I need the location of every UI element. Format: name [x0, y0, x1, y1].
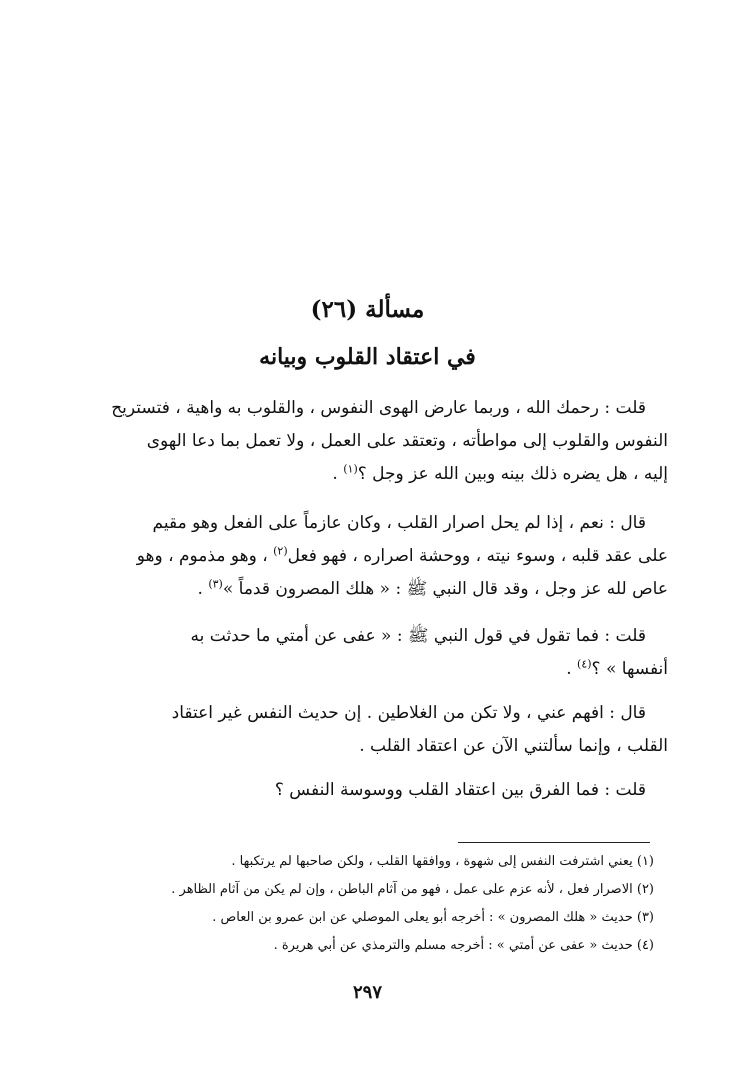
footnote-2: (٢) الاصرار فعل ، لأنه عزم على عمل ، فهو من آثام الباطن ، وإن لم يكن من آثام الظاهر . — [171, 882, 654, 897]
text-segment: على عقد قلبه ، وسوء نيته ، ووحشة اصراره ، فهو فعل — [287, 546, 668, 566]
text-segment: . — [332, 464, 344, 484]
text-line — [78, 573, 668, 606]
text-line — [78, 653, 668, 686]
footnote-divider — [458, 842, 650, 843]
footnotes — [78, 848, 654, 960]
footnote-ref-3[interactable]: (٣) — [208, 577, 223, 591]
text-segment: . — [197, 579, 209, 599]
text-segment: عاص لله عز وجل ، وقد قال النبي ﷺ : « هلك المصرون قدماً » — [222, 579, 668, 599]
text-segment: أنفسها » ؟ — [591, 659, 668, 679]
paragraph-question-2 — [78, 620, 668, 686]
text-line: قال : افهم عني ، ولا تكن من الغلاطين . إن حديث النفس غير اعتقاد — [171, 703, 646, 723]
footnote-ref-4[interactable]: (٤) — [577, 657, 592, 671]
text-line: قلت : فما تقول في قول النبي ﷺ : « عفى عن أمتي ما حدثت به — [190, 626, 646, 646]
paragraph-question-1 — [78, 392, 668, 491]
text-line: القلب ، وإنما سألتني الآن عن اعتقاد القلب . — [359, 736, 668, 756]
text-line — [78, 458, 668, 491]
text-line: قلت : فما الفرق بين اعتقاد القلب ووسوسة النفس ؟ — [274, 780, 646, 800]
chapter-subtitle: في اعتقاد القلوب وبيانه — [259, 344, 476, 370]
text-line: النفوس والقلوب إلى مواطأته ، وتعتقد على العمل ، ولا تعمل بما دعا الهوى — [146, 431, 668, 451]
paragraph-question-3 — [78, 774, 668, 807]
text-line — [78, 540, 668, 573]
footnote-ref-1[interactable]: (١) — [343, 462, 358, 476]
paragraph-answer-2 — [78, 697, 668, 763]
text-segment: ، وهو مذموم ، وهو — [136, 546, 274, 566]
footnote-3: (٣) حديث « هلك المصرون » : أخرجه أبو يعلى الموصلي عن ابن عمرو بن العاص . — [212, 910, 654, 925]
page-number: ٢٩٧ — [352, 982, 382, 1003]
chapter-title: مسألة (٢٦) — [310, 296, 425, 323]
footnote-ref-2[interactable]: (٢) — [273, 544, 288, 558]
text-line: قال : نعم ، إذا لم يحل اصرار القلب ، وكان عازماً على الفعل وهو مقيم — [152, 513, 646, 533]
text-segment: إليه ، هل يضره ذلك بينه وبين الله عز وجل ؟ — [357, 464, 668, 484]
text-line: قلت : رحمك الله ، وربما عارض الهوى النفوس ، والقلوب به واهية ، فتستريح — [111, 398, 646, 418]
footnote-4: (٤) حديث « عفى عن أمتي » : أخرجه مسلم والترمذي عن أبي هريرة . — [273, 938, 654, 953]
footnote-1: (١) يعني اشترفت النفس إلى شهوة ، ووافقها القلب ، ولكن صاحبها لم يرتكبها . — [231, 854, 654, 869]
paragraph-answer-1 — [78, 507, 668, 606]
text-segment: . — [566, 659, 578, 679]
